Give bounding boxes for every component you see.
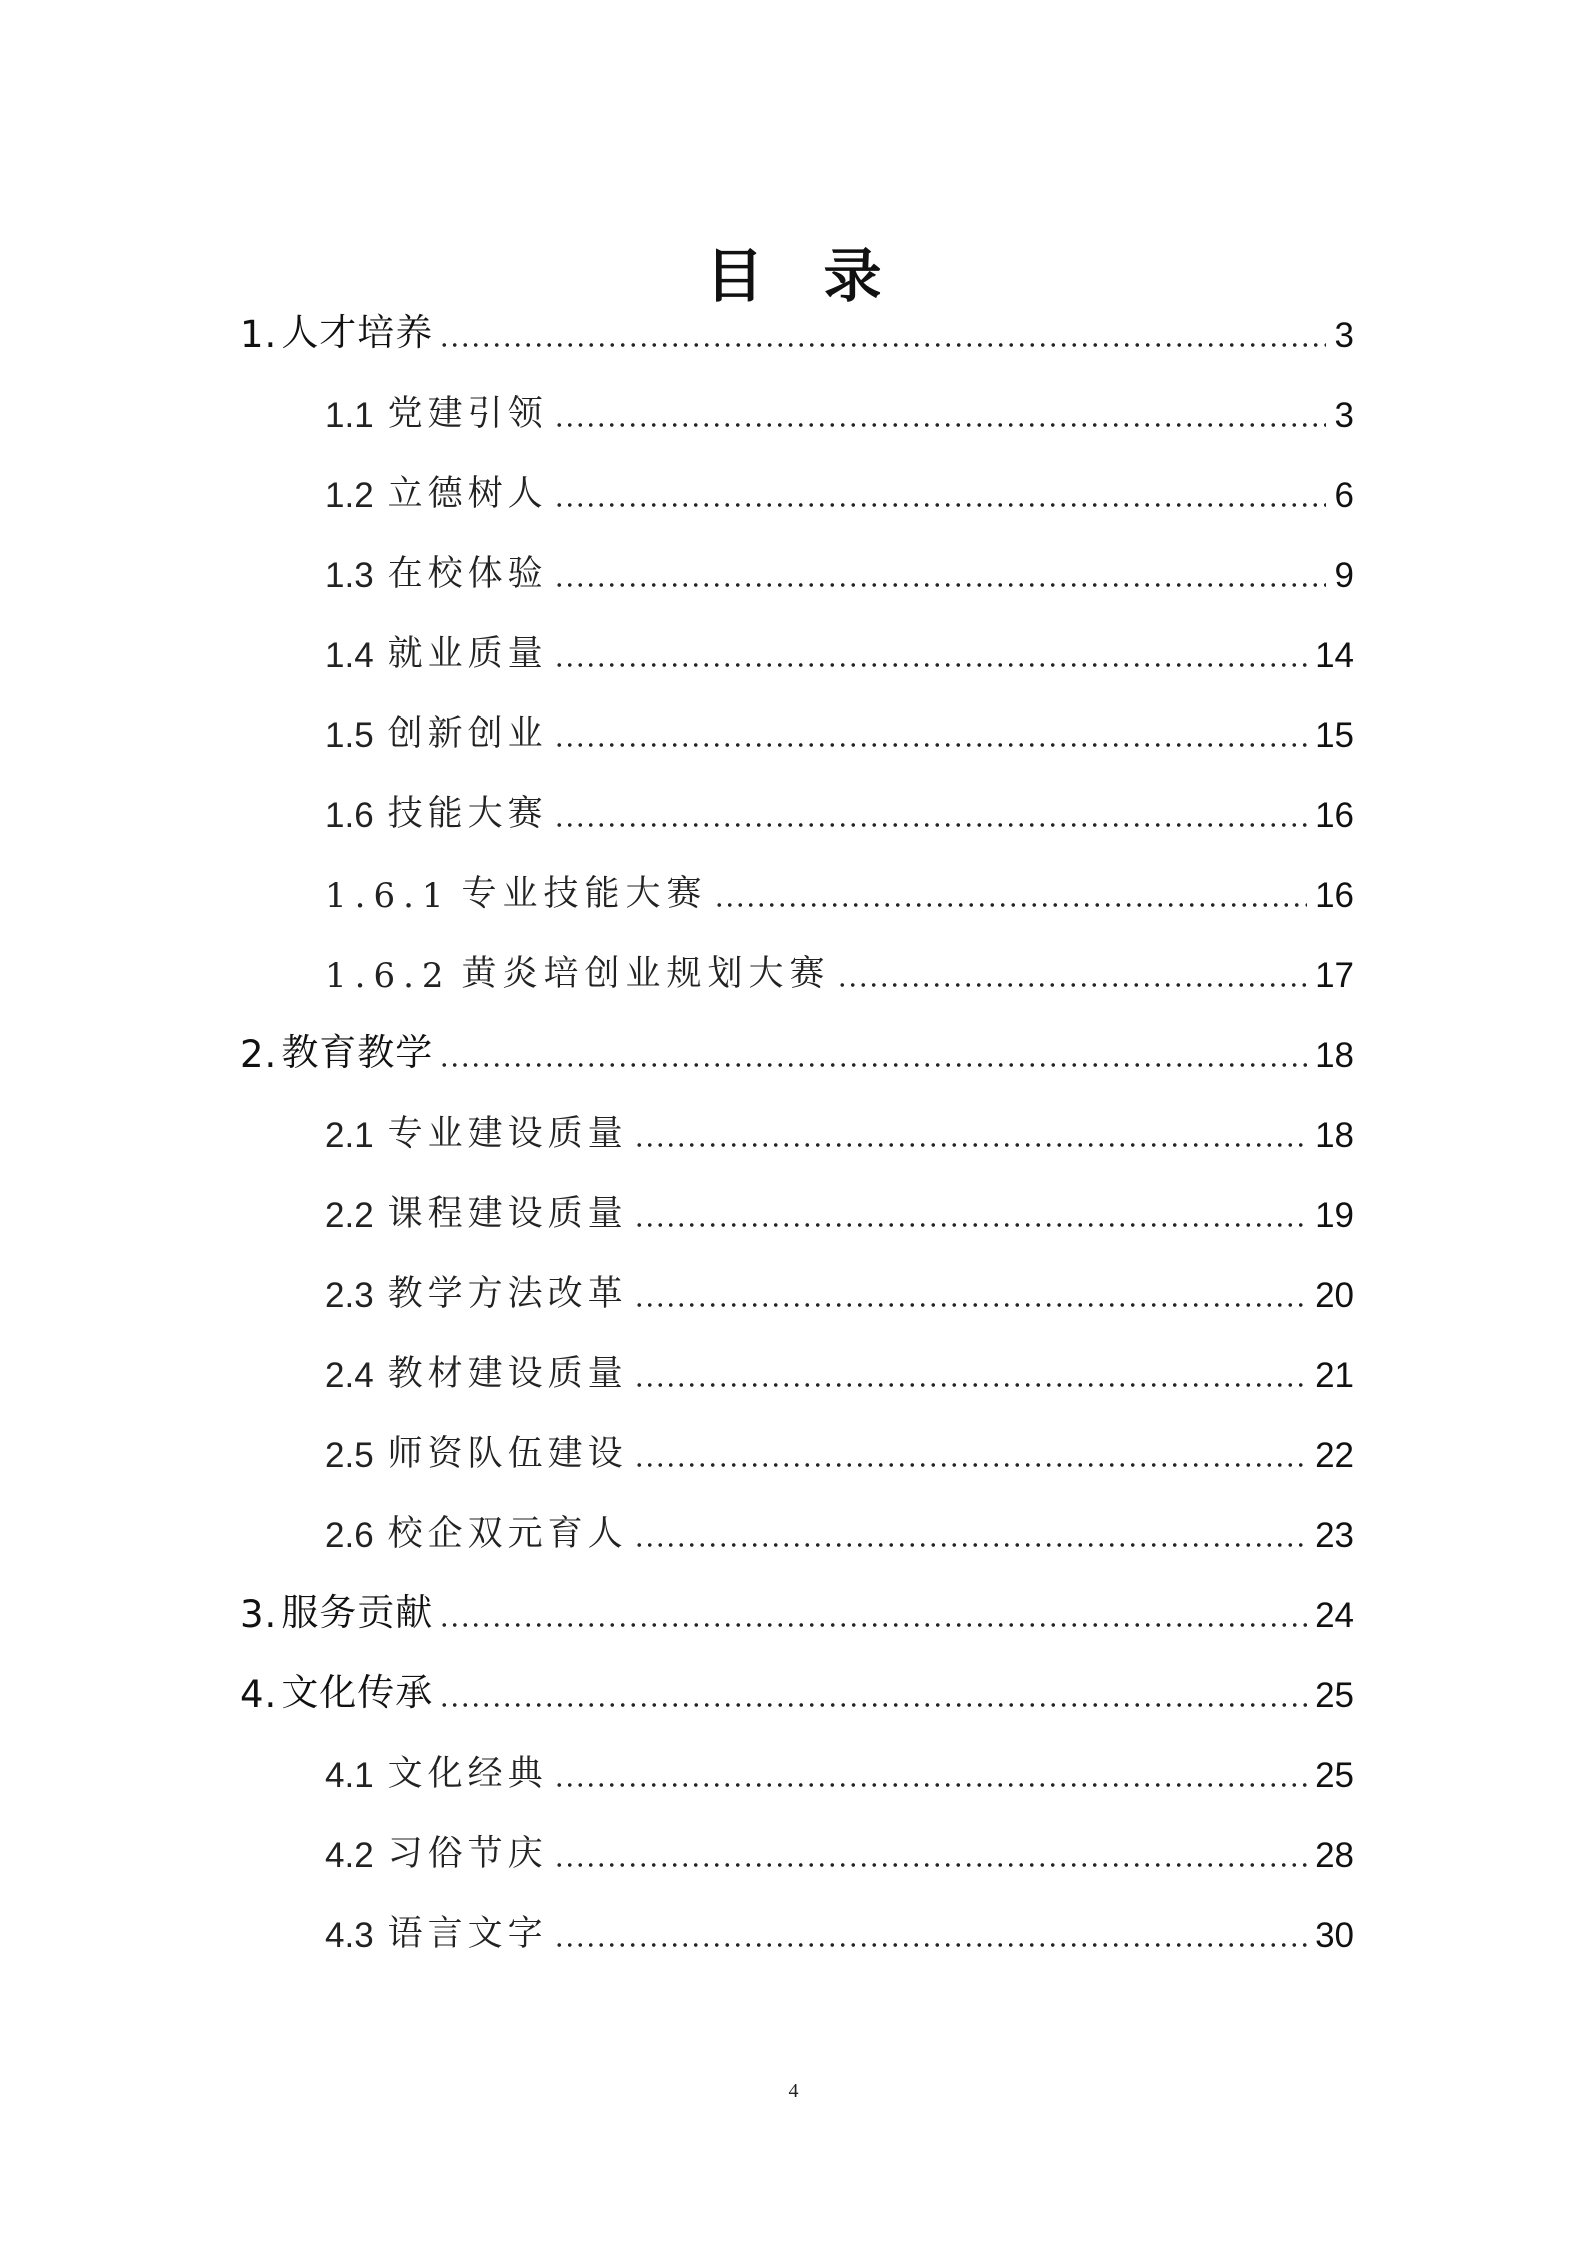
toc-entry-title: 专业建设质量 [387, 1114, 628, 1154]
toc-entry-page: 19 [1315, 1196, 1354, 1235]
toc-dot-leader [554, 1783, 1307, 1787]
toc-dot-leader [634, 1383, 1307, 1387]
toc-dot-leader [439, 1703, 1307, 1707]
toc-dot-leader [554, 423, 1326, 427]
toc-entry-page: 16 [1315, 796, 1354, 835]
toc-entry-1-2[interactable] [325, 452, 1354, 516]
toc-entry-number: 2.4 [325, 1356, 374, 1395]
toc-entry-2-5[interactable] [325, 1412, 1354, 1476]
toc-entry-page: 9 [1334, 556, 1354, 595]
page-title-char-2: 录 [823, 241, 882, 310]
toc-entry-title: 教学方法改革 [387, 1274, 628, 1314]
page-title-char-1: 目 [705, 241, 764, 310]
toc-entry-2-4[interactable] [325, 1332, 1354, 1396]
toc-entry-page: 6 [1334, 476, 1354, 515]
toc-dot-leader [439, 1063, 1307, 1067]
toc-entry-title: 技能大赛 [387, 794, 548, 834]
toc-entry-1-4[interactable] [325, 612, 1354, 676]
toc-entry-title: 在校体验 [387, 554, 548, 594]
toc-entry-page: 25 [1315, 1756, 1354, 1795]
toc-entry-1-5[interactable] [325, 692, 1354, 756]
toc-dot-leader [439, 343, 1326, 347]
toc-dot-leader [554, 743, 1307, 747]
toc-entry-1-3[interactable] [325, 532, 1354, 596]
toc-entry-1-6[interactable] [325, 772, 1354, 836]
toc-entry-number: 1.4 [325, 636, 374, 675]
toc-entry-page: 15 [1315, 716, 1354, 755]
toc-entry-number: 2. [240, 1033, 278, 1076]
toc-entry-2[interactable] [240, 1012, 1354, 1076]
toc-dot-leader [837, 983, 1308, 987]
toc-entry-number: 2.2 [325, 1196, 374, 1235]
toc-entry-number: 1.6 [325, 796, 374, 835]
toc-entry-title: 就业质量 [387, 634, 548, 674]
toc-entry-page: 28 [1315, 1836, 1354, 1875]
toc-entry-page: 22 [1315, 1436, 1354, 1475]
toc-entry-title: 黄炎培创业规划大赛 [461, 954, 831, 994]
toc-dot-leader [634, 1303, 1307, 1307]
toc-dot-leader [634, 1463, 1307, 1467]
toc-entry-page: 25 [1315, 1676, 1354, 1715]
toc-entry-page: 3 [1334, 316, 1354, 355]
toc-entry-title: 党建引领 [387, 394, 548, 434]
toc-entry-number: 4.1 [325, 1756, 374, 1795]
toc-entry-number: 1.6.2 [325, 956, 452, 996]
toc-entry-number: 1. [240, 313, 278, 356]
toc-entry-2-6[interactable] [325, 1492, 1354, 1556]
toc-dot-leader [634, 1223, 1307, 1227]
toc-entry-1-6-1[interactable] [325, 852, 1354, 916]
toc-entry-page: 18 [1315, 1036, 1354, 1075]
toc-entry-title: 文化传承 [281, 1671, 434, 1714]
toc-entry-2-3[interactable] [325, 1252, 1354, 1316]
toc-entry-2-1[interactable] [325, 1092, 1354, 1156]
toc-entry-title: 师资队伍建设 [387, 1434, 628, 1474]
toc-entry-title: 文化经典 [387, 1754, 548, 1794]
toc-entry-page: 14 [1315, 636, 1354, 675]
toc-entry-number: 2.1 [325, 1116, 374, 1155]
toc-entry-number: 1.1 [325, 396, 374, 435]
toc-entry-title: 课程建设质量 [387, 1194, 628, 1234]
toc-entry-title: 立德树人 [387, 474, 548, 514]
toc-entry-4-3[interactable] [325, 1892, 1354, 1956]
toc-entry-number: 2.6 [325, 1516, 374, 1555]
toc-entry-title: 创新创业 [387, 714, 548, 754]
toc-entry-page: 18 [1315, 1116, 1354, 1155]
toc-entry-number: 1.3 [325, 556, 374, 595]
toc-dot-leader [554, 503, 1326, 507]
toc-entry-number: 2.5 [325, 1436, 374, 1475]
toc-entry-4-2[interactable] [325, 1812, 1354, 1876]
toc-entry-3[interactable] [240, 1572, 1354, 1636]
toc-entry-page: 23 [1315, 1516, 1354, 1555]
toc-dot-leader [634, 1543, 1307, 1547]
toc-entry-number: 1.6.1 [325, 876, 452, 916]
toc-entry-1-6-2[interactable] [325, 932, 1354, 996]
toc-dot-leader [554, 1943, 1307, 1947]
toc-entry-page: 3 [1334, 396, 1354, 435]
toc-entry-number: 3. [240, 1593, 278, 1636]
toc-entry-1[interactable] [240, 292, 1354, 356]
toc-entry-1-1[interactable] [325, 372, 1354, 436]
toc-entry-title: 人才培养 [281, 311, 434, 354]
toc-entry-page: 21 [1315, 1356, 1354, 1395]
toc-dot-leader [439, 1623, 1307, 1627]
toc-entry-title: 校企双元育人 [387, 1514, 628, 1554]
toc-entry-number: 4. [240, 1673, 278, 1716]
toc-entry-title: 教材建设质量 [387, 1354, 628, 1394]
toc-entry-4[interactable] [240, 1652, 1354, 1716]
toc-dot-leader [554, 583, 1326, 587]
toc-entry-page: 16 [1315, 876, 1354, 915]
toc-entry-title: 语言文字 [387, 1914, 548, 1954]
toc-dot-leader [554, 823, 1307, 827]
toc-entry-page: 24 [1315, 1596, 1354, 1635]
toc-dot-leader [554, 663, 1307, 667]
toc-entry-number: 2.3 [325, 1276, 374, 1315]
toc-entry-4-1[interactable] [325, 1732, 1354, 1796]
toc-entry-title: 服务贡献 [281, 1591, 434, 1634]
toc-entry-number: 4.2 [325, 1836, 374, 1875]
toc-entry-number: 1.5 [325, 716, 374, 755]
toc-entry-title: 专业技能大赛 [461, 874, 708, 914]
toc-entry-page: 30 [1315, 1916, 1354, 1955]
toc-dot-leader [714, 903, 1308, 907]
toc-entry-number: 1.2 [325, 476, 374, 515]
toc-entry-number: 4.3 [325, 1916, 374, 1955]
toc-entry-page: 20 [1315, 1276, 1354, 1315]
toc-entry-title: 教育教学 [281, 1031, 434, 1074]
toc-entry-2-2[interactable] [325, 1172, 1354, 1236]
toc-entry-page: 17 [1315, 956, 1354, 995]
toc-entry-title: 习俗节庆 [387, 1834, 548, 1874]
toc-dot-leader [634, 1143, 1307, 1147]
page-number: 4 [788, 2080, 799, 2102]
toc-dot-leader [554, 1863, 1307, 1867]
